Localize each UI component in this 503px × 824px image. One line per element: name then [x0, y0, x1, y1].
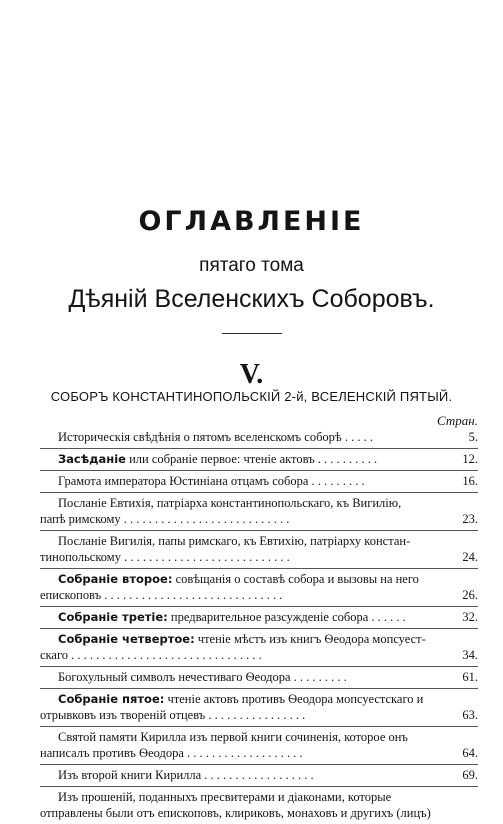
toc-entry[interactable]: [40, 789, 478, 821]
toc-entry-text: Грамота императора Юстиніана отцамъ собора . . . . . . . . .: [58, 474, 365, 488]
entry-separator: [40, 786, 478, 787]
toc-entry-bold-label: Засѣданіе: [58, 452, 126, 466]
toc-page-number: 63.: [462, 708, 478, 722]
toc-entry-bold-label: Собраніе второе:: [58, 572, 173, 586]
toc-entry-text: Святой памяти Кирилла изъ первой книги сочиненія, которое онъ: [58, 730, 408, 744]
toc-entry[interactable]: [40, 669, 478, 685]
toc-entry-text: Посланіе Вигилія, папы римскаго, къ Евтихію, патріарху констан-: [58, 534, 411, 548]
toc-entry-text-continued: отрывковъ изъ твореній отцевъ . . . . . . . . . . . . . . . .: [40, 708, 306, 722]
entry-separator: [40, 448, 478, 449]
toc-entry-text: или собраніе первое: чтеніе актовъ . . . . . . . . . .: [129, 452, 378, 466]
toc-entry[interactable]: [40, 495, 478, 527]
entry-separator: [40, 530, 478, 531]
toc-entry-bold-label: Собраніе третіе:: [58, 610, 168, 624]
entry-separator: [40, 606, 478, 607]
toc-page-number: 61.: [462, 670, 478, 684]
work-title: Дѣяній Вселенскихъ Соборовъ.: [68, 285, 435, 313]
toc-page-number: 16.: [462, 474, 478, 488]
section-numeral: V.: [239, 359, 264, 390]
toc-entry-text: предварительное разсужденіе собора . . . . . .: [167, 610, 406, 624]
toc-page-number: 32.: [462, 610, 478, 624]
toc-entry[interactable]: [40, 767, 478, 783]
contents-title: ОГЛАВЛЕНІЕ: [138, 206, 365, 237]
toc-entry-text: Историческія свѣдѣнія о пятомъ вселенскомъ соборѣ . . . . .: [58, 430, 373, 444]
entry-separator: [40, 470, 478, 471]
toc-entry[interactable]: [40, 533, 478, 565]
toc-entry-text: чтеніе актовъ противъ Ѳеодора мопсуестскаго и: [164, 692, 424, 706]
toc-entry-text-continued: папѣ римскому . . . . . . . . . . . . . . . . . . . . . . . . . . .: [40, 512, 290, 526]
title-divider: [222, 333, 282, 334]
toc-entry[interactable]: [40, 691, 478, 723]
page-column-label: Стран.: [437, 413, 478, 428]
council-heading: СОБОРЪ КОНСТАНТИНОПОЛЬСКІЙ 2-й, ВСЕЛЕНСКІЙ ПЯТЫЙ.: [50, 389, 453, 404]
toc-page-number: 34.: [462, 648, 478, 662]
toc-entry-text-continued: епископовъ . . . . . . . . . . . . . . . . . . . . . . . . . . . . .: [40, 588, 283, 602]
table-of-contents: [40, 429, 478, 824]
toc-entry-text: Изъ прошеній, поданныхъ пресвитерами и діаконами, которые: [58, 790, 392, 804]
toc-entry-bold-label: Собраніе пятое:: [58, 692, 165, 706]
volume-subtitle: пятаго тома: [199, 255, 304, 276]
toc-page-number: 26.: [462, 588, 478, 602]
entry-separator: [40, 726, 478, 727]
toc-entry-text: совѣщанія о составѣ собора и вызовы на него: [172, 572, 419, 586]
toc-entry[interactable]: [40, 571, 478, 603]
toc-entry[interactable]: [40, 729, 478, 761]
toc-entry-text-continued: тинопольскому . . . . . . . . . . . . . . . . . . . . . . . . . . .: [40, 550, 290, 564]
entry-separator: [40, 628, 478, 629]
toc-page-number: 5.: [468, 430, 478, 444]
toc-entry-text: Богохульный символъ нечестиваго Ѳеодора . . . . . . . . .: [58, 670, 347, 684]
toc-entry[interactable]: [40, 609, 478, 625]
toc-page-number: 12.: [462, 452, 478, 466]
toc-page-number: 24.: [462, 550, 478, 564]
toc-entry[interactable]: [40, 429, 478, 445]
toc-entry-bold-label: Собраніе четвертое:: [58, 632, 195, 646]
toc-entry[interactable]: [40, 451, 478, 467]
entry-separator: [40, 492, 478, 493]
toc-entry-text-continued: скаго . . . . . . . . . . . . . . . . . . . . . . . . . . . . . . .: [40, 648, 262, 662]
toc-entry[interactable]: [40, 473, 478, 489]
toc-entry-text-continued: написалъ противъ Ѳеодора . . . . . . . . . . . . . . . . . . .: [40, 746, 303, 760]
toc-entry[interactable]: [40, 631, 478, 663]
entry-separator: [40, 568, 478, 569]
toc-entry-text: чтеніе мѣстъ изъ книгъ Ѳеодора мопсуест-: [194, 632, 426, 646]
entry-separator: [40, 688, 478, 689]
toc-entry-text: Посланіе Евтихія, патріарха константинопольскаго, къ Вигилію,: [58, 496, 402, 510]
entry-separator: [40, 764, 478, 765]
toc-entry-text-continued: отправлены были отъ епископовъ, клириковъ, монаховъ и другихъ (лицъ): [40, 806, 431, 820]
toc-page-number: 64.: [462, 746, 478, 760]
toc-entry-text: Изъ второй книги Кирилла . . . . . . . . . . . . . . . . . .: [58, 768, 314, 782]
toc-page-number: 69.: [462, 768, 478, 782]
entry-separator: [40, 666, 478, 667]
toc-page-number: 23.: [462, 512, 478, 526]
